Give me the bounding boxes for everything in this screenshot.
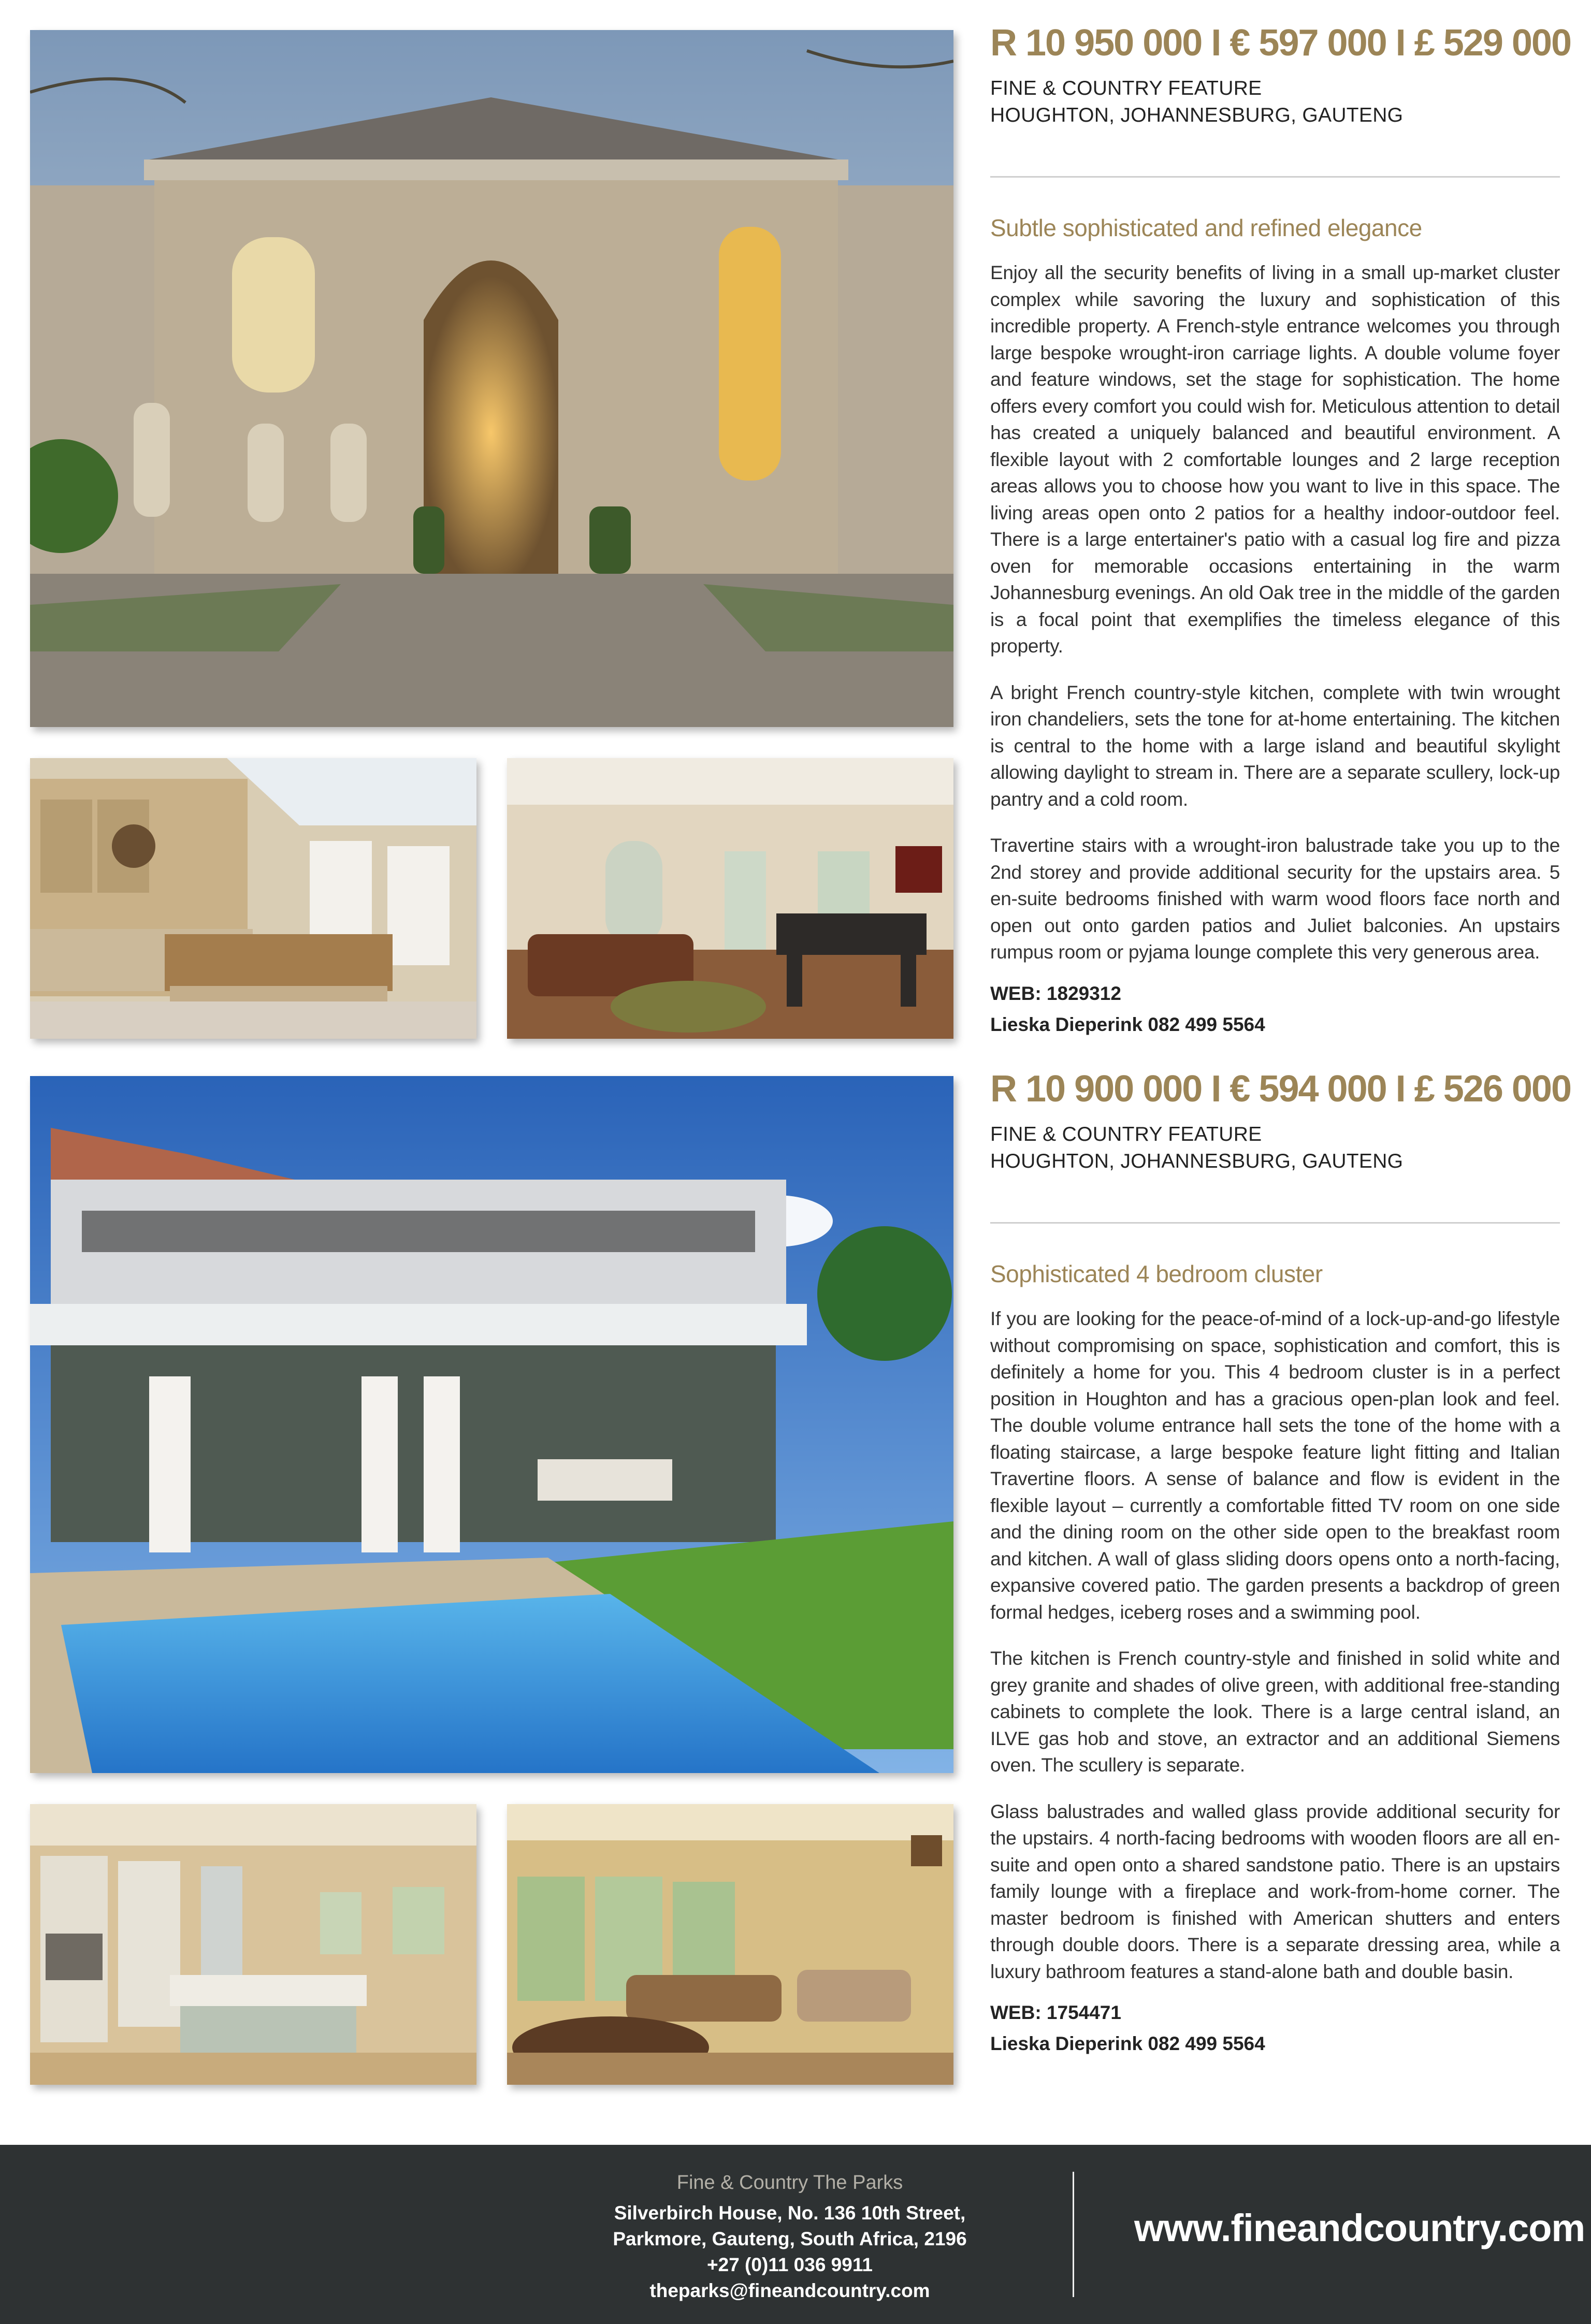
- description-paragraph: Glass balustrades and walled glass provide additional security for the upstairs. 4 north-facing bedrooms with wooden floors are all en-suite and open onto a shared sandstone patio. There is an upstairs family lounge with a fireplace and work-from-home corner. The master bedroom is finished with American shutters and enters through double doors. There is a separate dressing area, while a luxury bathroom features a stand-alone bath and double basin.: [990, 1800, 1560, 1982]
- listing-heading: Subtle sophisticated and refined elegance: [990, 214, 1422, 242]
- office-name: Fine & Country The Parks: [676, 2172, 903, 2194]
- agent-contact: Lieska Dieperink 082 499 5564: [990, 2033, 1265, 2055]
- description-paragraph: Enjoy all the security benefits of living in a small up-market cluster complex while savoring the luxury and sophistication of this incredible property. A French-style entrance welcomes you through large bespoke wrought-iron carriage lights. A double volume foyer and feature windows, set the stage for sophistication. The home offers every comfort you could wish for. Meticulous attention to detail has created a uniquely balanced and beautiful environment. A flexible layout with 2 comfortable lounges and 2 large reception areas allows you to choose how you want to live in this space. The living areas open onto 2 patios for a healthy indoor-outdoor feel. There is a large entertainer's patio with a casual log fire and pizza oven for memorable occasions entertaining in the warm Johannesburg evenings. An old Oak tree in the middle of the garden is a focal point that exemplifies the timeless elegance of this property.: [990, 262, 1560, 657]
- listing-location: HOUGHTON, JOHANNESBURG, GAUTENG: [990, 104, 1404, 126]
- feature-label: [990, 75, 1560, 128]
- photo-lounge-billiards: [507, 758, 953, 1039]
- address-line: Parkmore, Gauteng, South Africa, 2196: [613, 2228, 967, 2249]
- listing-price: R 10 950 000 I € 597 000 I £ 529 000: [990, 22, 1571, 64]
- divider-rule: [990, 1222, 1560, 1224]
- photo-house-entrance: [30, 30, 953, 727]
- description-paragraph: Travertine stairs with a wrought-iron balustrade take you up to the 2nd storey and provide additional security for the upstairs area. 5 en-suite bedrooms finished with warm wood floors face north and open out onto garden patios and Juliet balconies. An upstairs rumpus room or pyjama lounge complete this very generous area.: [990, 835, 1560, 963]
- listing-2: [990, 1068, 1571, 2056]
- listing-location: HOUGHTON, JOHANNESBURG, GAUTENG: [990, 1150, 1404, 1172]
- description-paragraph: A bright French country-style kitchen, complete with twin wrought iron chandeliers, sets the tone for at-home entertaining. The kitchen is central to the home with a large island and beautiful skylight allowing daylight to stream in. There are a separate scullery, lock-up pantry and a cold room.: [990, 681, 1560, 810]
- photo-kitchen-island: [30, 1804, 476, 2085]
- description-paragraph: If you are looking for the peace-of-mind of a lock-up-and-go lifestyle without compromising on space, sophistication and comfort, this is definitely a home for you. This 4 bedroom cluster is in a perfect position in Houghton and has a gracious open-plan look and feel. The double volume entrance hall sets the tone of the home with a floating staircase, a large bespoke feature light fitting and Italian Travertine floors. A sense of balance and flow is evident in the flexible layout – currently a comfortable fitted TV room on one side and the dining room on the other side open to the breakfast room and kitchen. A wall of glass sliding doors opens onto a north-facing, expansive covered patio. The garden presents a backdrop of green formal hedges, iceberg roses and a swimming pool.: [990, 1308, 1560, 1623]
- photo-living-room: [507, 1804, 953, 2085]
- address-line: Silverbirch House, No. 136 10th Street,: [614, 2202, 966, 2224]
- email-link[interactable]: theparks@fineandcountry.com: [649, 2280, 930, 2301]
- listing-heading: Sophisticated 4 bedroom cluster: [990, 1260, 1323, 1288]
- description-paragraph: The kitchen is French country-style and finished in solid white and grey granite and shades of olive green, with additional free-standing cabinets to complete the look. There is a large central island, an ILVE gas hob and stove, an extractor and an additional Siemens oven. The scullery is separate.: [990, 1648, 1560, 1776]
- photo-kitchen-skylight: [30, 758, 476, 1039]
- footer-divider: [1073, 2172, 1074, 2297]
- listing-1: [990, 22, 1571, 1037]
- web-reference: WEB: 1754471: [990, 2002, 1121, 2024]
- feature-line: FINE & COUNTRY FEATURE: [990, 77, 1262, 100]
- feature-label: [990, 1121, 1560, 1174]
- website-link[interactable]: www.fineandcountry.com: [1134, 2206, 1585, 2249]
- feature-line: FINE & COUNTRY FEATURE: [990, 1123, 1262, 1146]
- office-address: [590, 2200, 989, 2304]
- divider-rule: [990, 176, 1560, 178]
- web-reference: WEB: 1829312: [990, 982, 1121, 1004]
- listing-price: R 10 900 000 I € 594 000 I £ 526 000: [990, 1068, 1571, 1110]
- photo-house-pool: [30, 1076, 953, 1773]
- phone-number: +27 (0)11 036 9911: [707, 2254, 873, 2275]
- agent-contact: Lieska Dieperink 082 499 5564: [990, 1013, 1265, 1035]
- footer: [0, 2145, 1591, 2324]
